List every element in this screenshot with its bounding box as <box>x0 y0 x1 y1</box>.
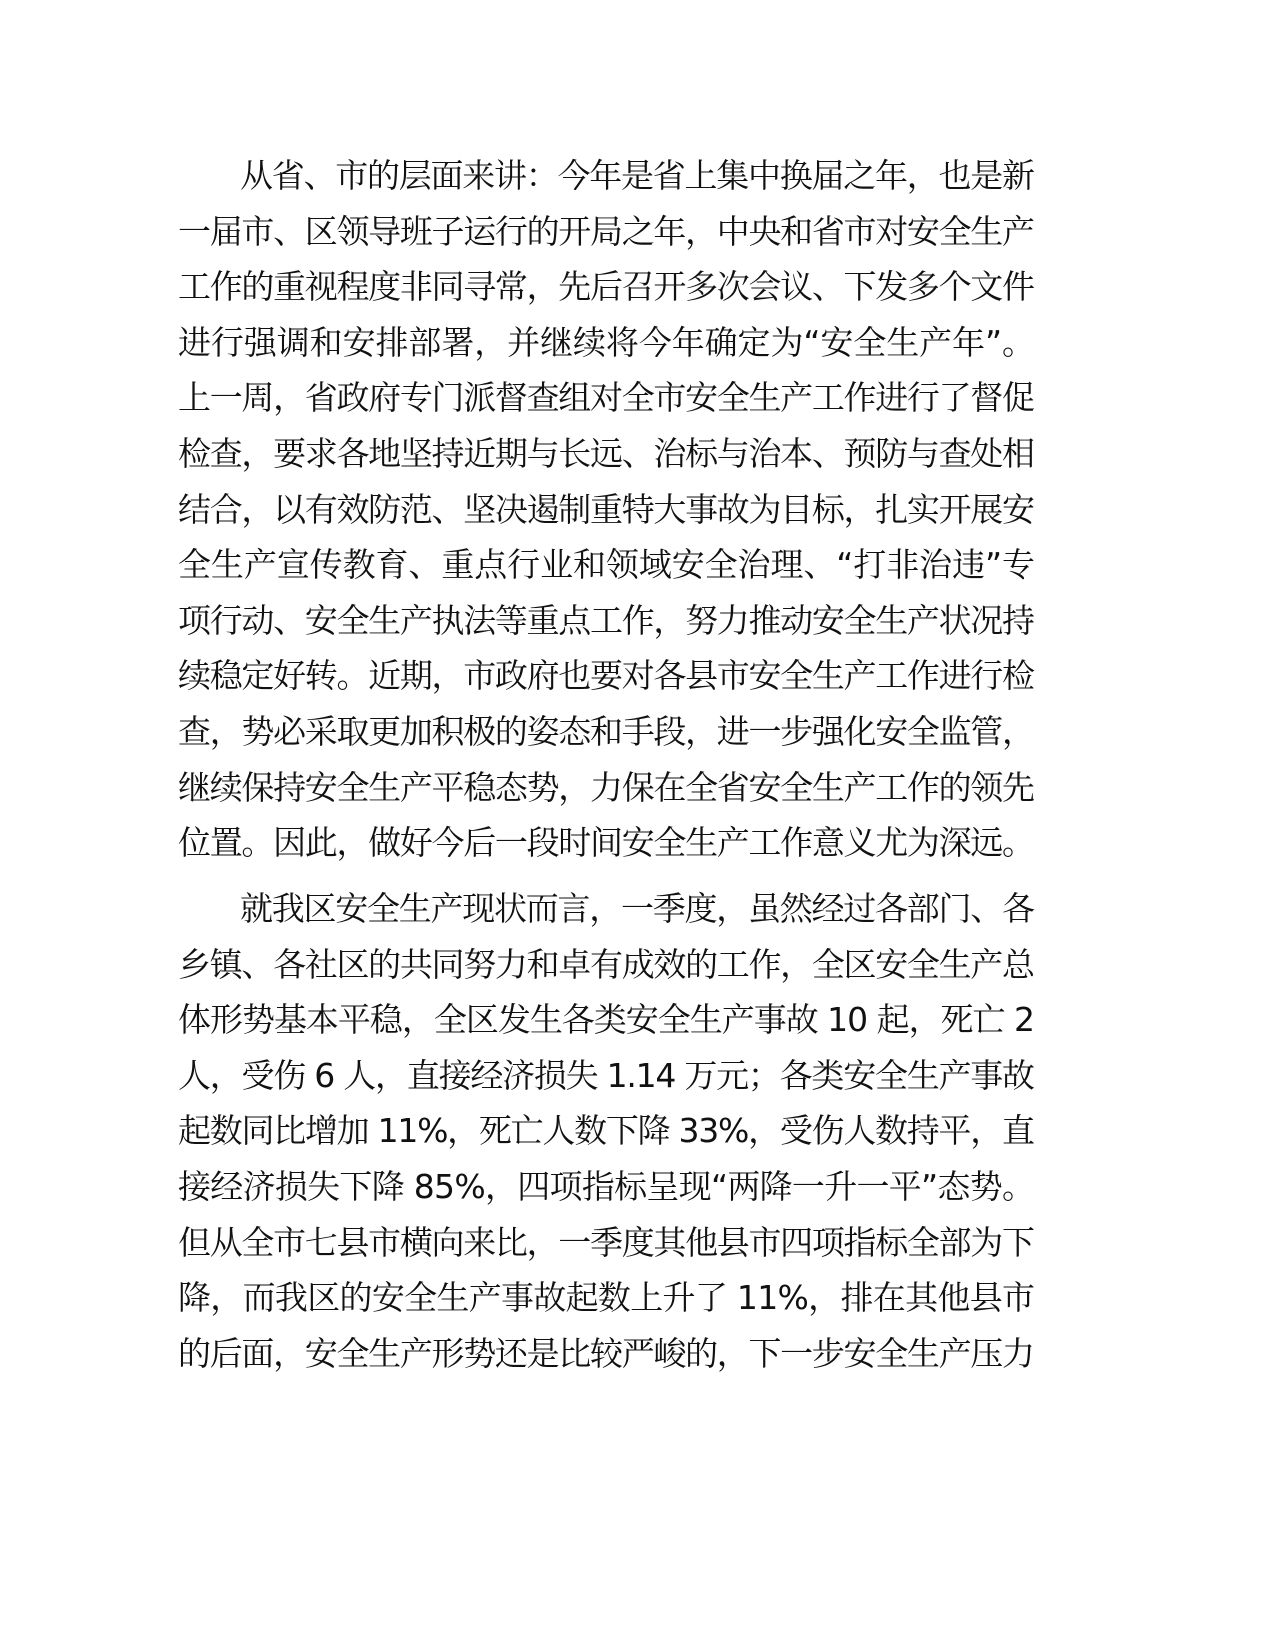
text-line: 接经济损失下降 85%，四项指标呈现“两降一升一平”态势。 <box>178 1167 1035 1206</box>
text-line: 结合，以有效防范、坚决遏制重特大事故为目标，扎实开展安 <box>178 489 1034 529</box>
text-line: 续稳定好转。近期，市政府也要对各县市安全生产工作进行检 <box>178 656 1034 696</box>
text-line: 位置。因此，做好今后一段时间安全生产工作意义尤为深远。 <box>178 823 1034 863</box>
text-line: 但从全市七县市横向来比，一季度其他县市四项指标全部为下 <box>178 1222 1034 1262</box>
text-line: 起数同比增加 11%，死亡人数下降 33%，受伤人数持平，直 <box>178 1111 1034 1151</box>
text-line: 全生产宣传教育、重点行业和领域安全治理、“打非治违”专 <box>178 545 1035 585</box>
text-line: 项行动、安全生产执法等重点工作，努力推动安全生产状况持 <box>178 600 1034 640</box>
text-line: 工作的重视程度非同寻常，先后召开多次会议、下发多个文件 <box>178 267 1034 307</box>
text-line: 就我区安全生产现状而言，一季度，虽然经过各部门、各 <box>240 889 1034 928</box>
text-line: 体形势基本平稳，全区发生各类安全生产事故 10 起，死亡 2 <box>178 1000 1034 1040</box>
text-line: 进行强调和安排部署，并继续将今年确定为“安全生产年”。 <box>178 322 1035 362</box>
text-line: 一届市、区领导班子运行的开局之年，中央和省市对安全生产 <box>178 211 1034 251</box>
text-line: 从省、市的层面来讲：今年是省上集中换届之年，也是新 <box>240 156 1034 195</box>
text-line: 查，势必采取更加积极的姿态和手段，进一步强化安全监管， <box>178 712 1034 751</box>
text-line: 上一周，省政府专门派督查组对全市安全生产工作进行了督促 <box>178 378 1034 418</box>
text-line: 的后面，安全生产形势还是比较严峻的，下一步安全生产压力 <box>178 1333 1034 1373</box>
text-line: 乡镇、各社区的共同努力和卓有成效的工作，全区安全生产总 <box>178 944 1034 984</box>
text-line: 检查，要求各地坚持近期与长远、治标与治本、预防与查处相 <box>178 434 1034 473</box>
text-line: 降，而我区的安全生产事故起数上升了 11%，排在其他县市 <box>178 1278 1035 1318</box>
text-line: 人，受伤 6 人，直接经济损失 1.14 万元；各类安全生产事故 <box>178 1055 1034 1095</box>
text-line: 继续保持安全生产平稳态势，力保在全省安全生产工作的领先 <box>178 767 1034 807</box>
